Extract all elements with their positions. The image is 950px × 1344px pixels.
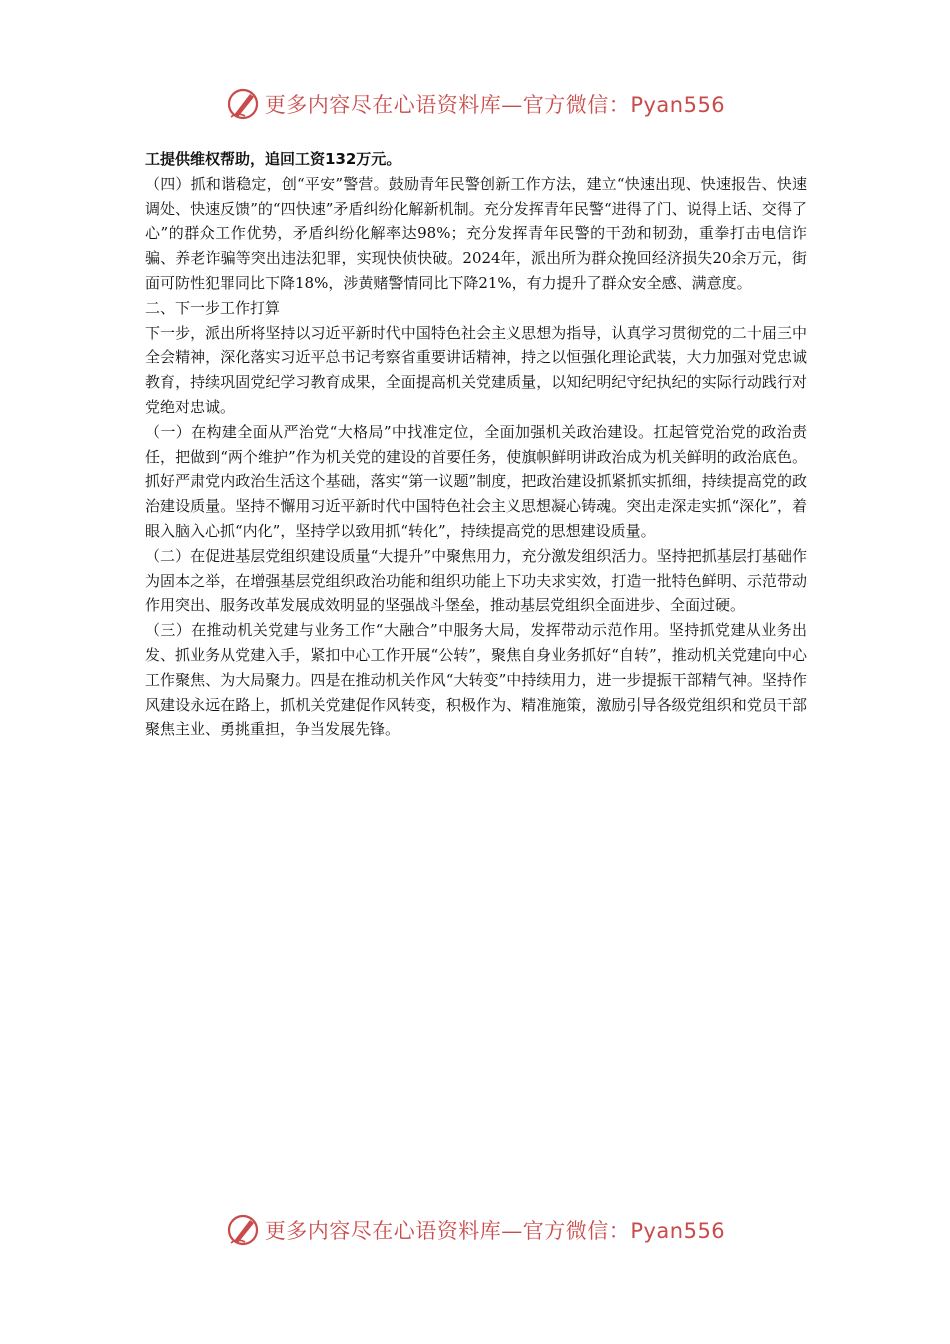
paragraph-continuation: 工提供维权帮助，追回工资132万元。: [145, 150, 402, 168]
paragraph-item-three: （三）在推动机关党建与业务工作“大融合”中服务大局，发挥带动示范作用。坚持抓党建从业务出发、抓业务从党建入手，紧扣中心工作开展“公转”，聚焦自身业务抓好“自转”，推动机关党建向中心工作聚焦、为大局聚力。四是在推动机关作风“大转变”中持续用力，进一步提振干部精气神。坚持作风建设永远在路上，抓机关党建促作风转变，积极作为、精准施策，激励引导各级党组织和党员干部聚焦主业、勇挑重担，争当发展先锋。: [145, 621, 807, 739]
paragraph-next-steps-intro: 下一步，派出所将坚持以习近平新时代中国特色社会主义思想为指导，认真学习贯彻党的二十届三中全会精神，深化落实习近平总书记考察省重要讲话精神，持之以恒强化理论武装，大力加强对党忠诚教育，持续巩固党纪学习教育成果，全面提高机关党建质量，以知纪明纪守纪执纪的实际行动践行对党绝对忠诚。: [145, 323, 807, 416]
watermark-account: Pyan556: [630, 1219, 726, 1243]
paragraph-section-four: （四）抓和谐稳定，创“平安”警营。鼓励青年民警创新工作方法，建立“快速出现、快速报告、快速调处、快速反馈”的“四快速”矛盾纠纷化解新机制。充分发挥青年民警“进得了门、说得上话、交得了心”的群众工作优势，矛盾纠纷化解率达98%；充分发挥青年民警的干劲和韧劲，重拳打击电信诈骗、养老诈骗等突出违法犯罪，实现快侦快破。2024年，派出所为群众挽回经济损失20余万元，街面可防性犯罪同比下降18%，涉黄赌警情同比下降21%，有力提升了群众安全感、满意度。: [145, 174, 807, 292]
paragraph-item-one: （一）在构建全面从严治党“大格局”中找准定位，全面加强机关政治建设。扛起管党治党的政治责任，把做到“两个维护”作为机关党的建设的首要任务，使旗帜鲜明讲政治成为机关鲜明的政治底色。抓好严肃党内政治生活这个基础，落实“第一议题”制度，把政治建设抓紧抓实抓细，持续提高党的政治建设质量。坚持不懈用习近平新时代中国特色社会主义思想凝心铸魂。突出走深走实抓“深化”，着眼入脑入心抓“内化”，坚持学以致用抓“转化”，持续提高党的思想建设质量。: [145, 422, 807, 540]
watermark-text: 更多内容尽在心语资料库—官方微信：: [264, 93, 631, 117]
quill-pen-logo-icon: [225, 1212, 261, 1248]
watermark-text: 更多内容尽在心语资料库—官方微信：: [264, 1219, 631, 1243]
paragraph-item-two: （二）在促进基层党组织建设质量“大提升”中聚焦用力，充分激发组织活力。坚持把抓基层打基础作为固本之举，在增强基层党组织政治功能和组织功能上下功夫求实效，打造一批特色鲜明、示范带动作用突出、服务改革发展成效明显的坚强战斗堡垒，推动基层党组织全面进步、全面过硬。: [145, 546, 807, 615]
header-watermark: [0, 84, 950, 124]
watermark-account: Pyan556: [630, 93, 726, 117]
footer-watermark: [0, 1210, 950, 1250]
quill-pen-logo-icon: [225, 86, 261, 122]
section-heading-next-steps: 二、下一步工作打算: [145, 298, 281, 317]
document-body: [145, 147, 807, 742]
